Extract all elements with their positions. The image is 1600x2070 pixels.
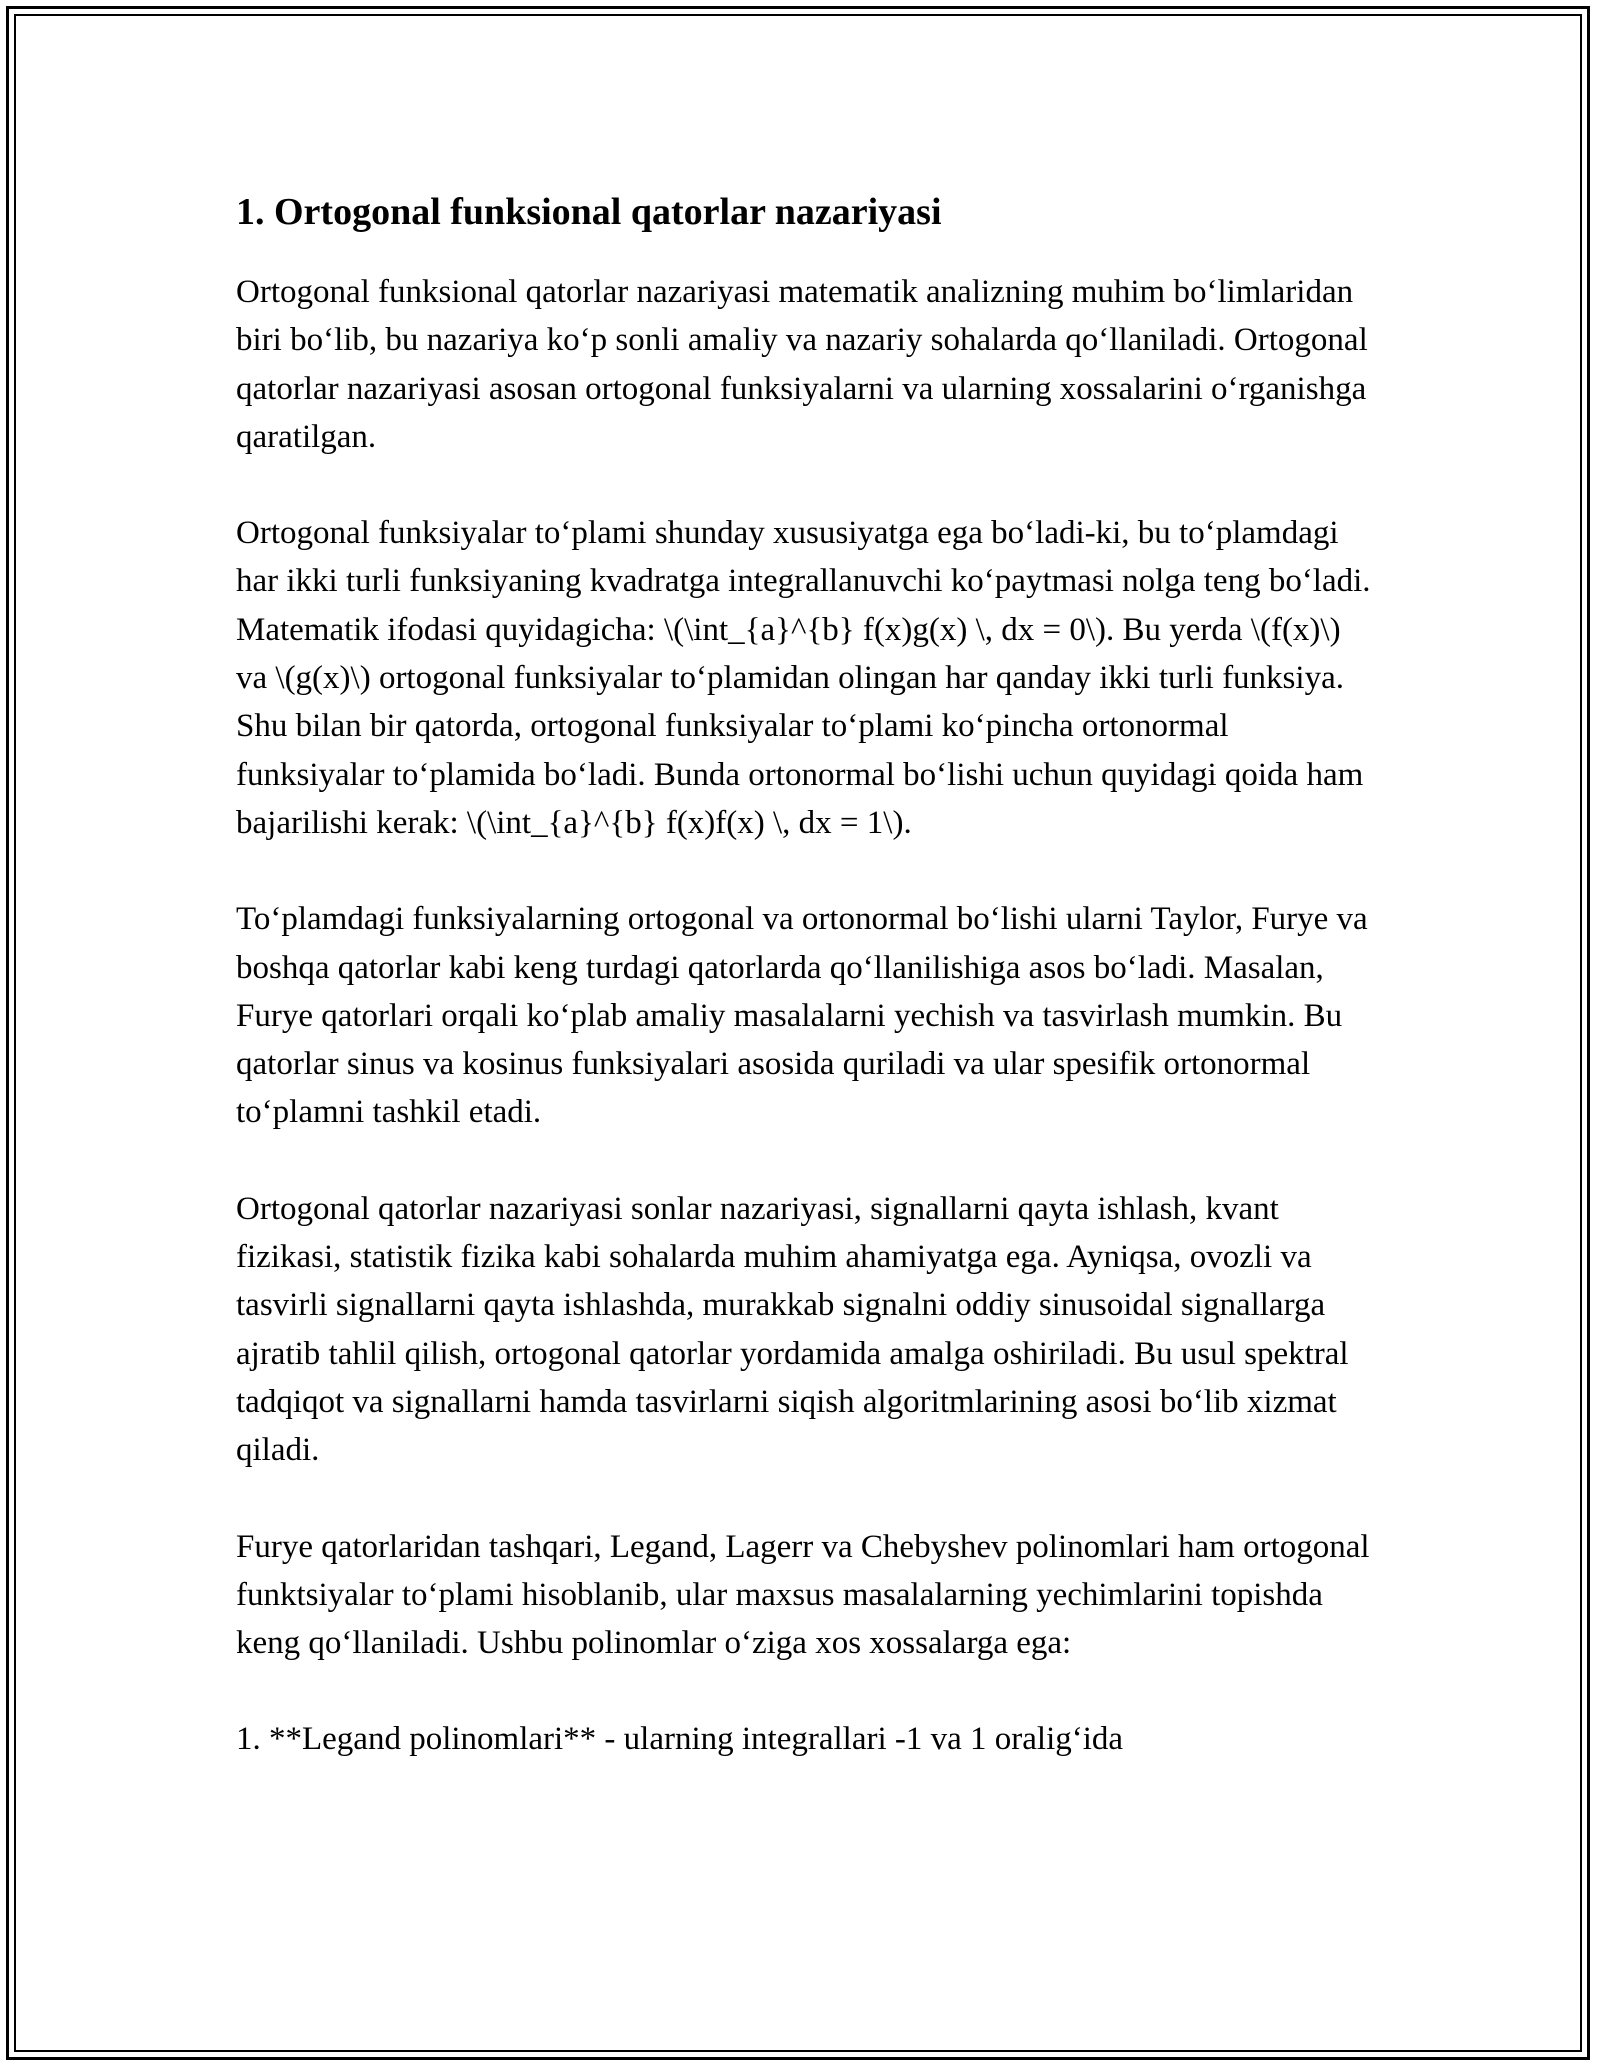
paragraph-3: To‘plamdagi funksiyalarning ortogonal va ortonormal bo‘lishi ularni Taylor, Furye va boshqa qatorlar kabi keng turdagi qatorlarda qo‘llanilishiga asos bo‘ladi. Masalan, Furye qatorlari orqali ko‘plab amaliy masalalarni yechish va tasvirlash mumkin. Bu qatorlar sinus va kosinus funksiyalari asosida quriladi va ular spesifik ortonormal to‘plamni tashkil etadi. [236, 901, 1368, 1131]
paragraph-5: Furye qatorlaridan tashqari, Legand, Lagerr va Chebyshev polinomlari ham ortogonal funktsiyalar to‘plami hisoblanib, ular maxsus masalalarning yechimlarini topishda keng qo‘llaniladi. Ushbu polinomlar o‘ziga xos xossalarga ega: [236, 1528, 1370, 1662]
paragraph-2: Ortogonal funksiyalar to‘plami shunday xususiyatga ega bo‘ladi-ki, bu to‘plamdagi har ikki turli funksiyaning kvadratga integrallanuvchi ko‘paytmasi nolga teng bo‘ladi. Matematik ifodasi quyidagicha: \(\int_{a}^{b} f(x)g(x) \, dx = 0\). Bu yerda \(f(x)\) va \(g(x)\) ortogonal funksiyalar to‘plamidan olingan har qanday ikki turli funksiya. Shu bilan bir qatorda, ortogonal funksiyalar to‘plami ko‘pincha ortonormal funksiyalar to‘plamida bo‘ladi. Bunda ortonormal bo‘lishi uchun quyidagi qoida ham bajarilishi kerak: \(\int_{a}^{b} f(x)f(x) \, dx = 1\). [236, 515, 1371, 841]
document-page [236, 188, 1376, 1764]
paragraph-1: Ortogonal funksional qatorlar nazariyasi matematik analizning muhim bo‘limlaridan biri bo‘lib, bu nazariya ko‘p sonli amaliy va nazariy sohalarda qo‘llaniladi. Ortogonal qatorlar nazariyasi asosan ortogonal funksiyalarni va ularning xossalarini o‘rganishga qaratilgan. [236, 274, 1368, 455]
list-item-1: 1. **Legand polinomlari** - ularning integrallari -1 va 1 oralig‘ida [236, 1721, 1124, 1758]
paragraph-4: Ortogonal qatorlar nazariyasi sonlar nazariyasi, signallarni qayta ishlash, kvant fizikasi, statistik fizika kabi sohalarda muhim ahamiyatga ega. Ayniqsa, ovozli va tasvirli signallarni qayta ishlashda, murakkab signalni oddiy sinusoidal signallarga ajratib tahlil qilish, ortogonal qatorlar yordamida amalga oshiriladi. Bu usul spektral tadqiqot va signallarni hamda tasvirlarni siqish algoritmlarining asosi bo‘lib xizmat qiladi. [236, 1190, 1349, 1469]
section-heading: 1. Ortogonal funksional qatorlar nazariyasi [236, 191, 942, 233]
